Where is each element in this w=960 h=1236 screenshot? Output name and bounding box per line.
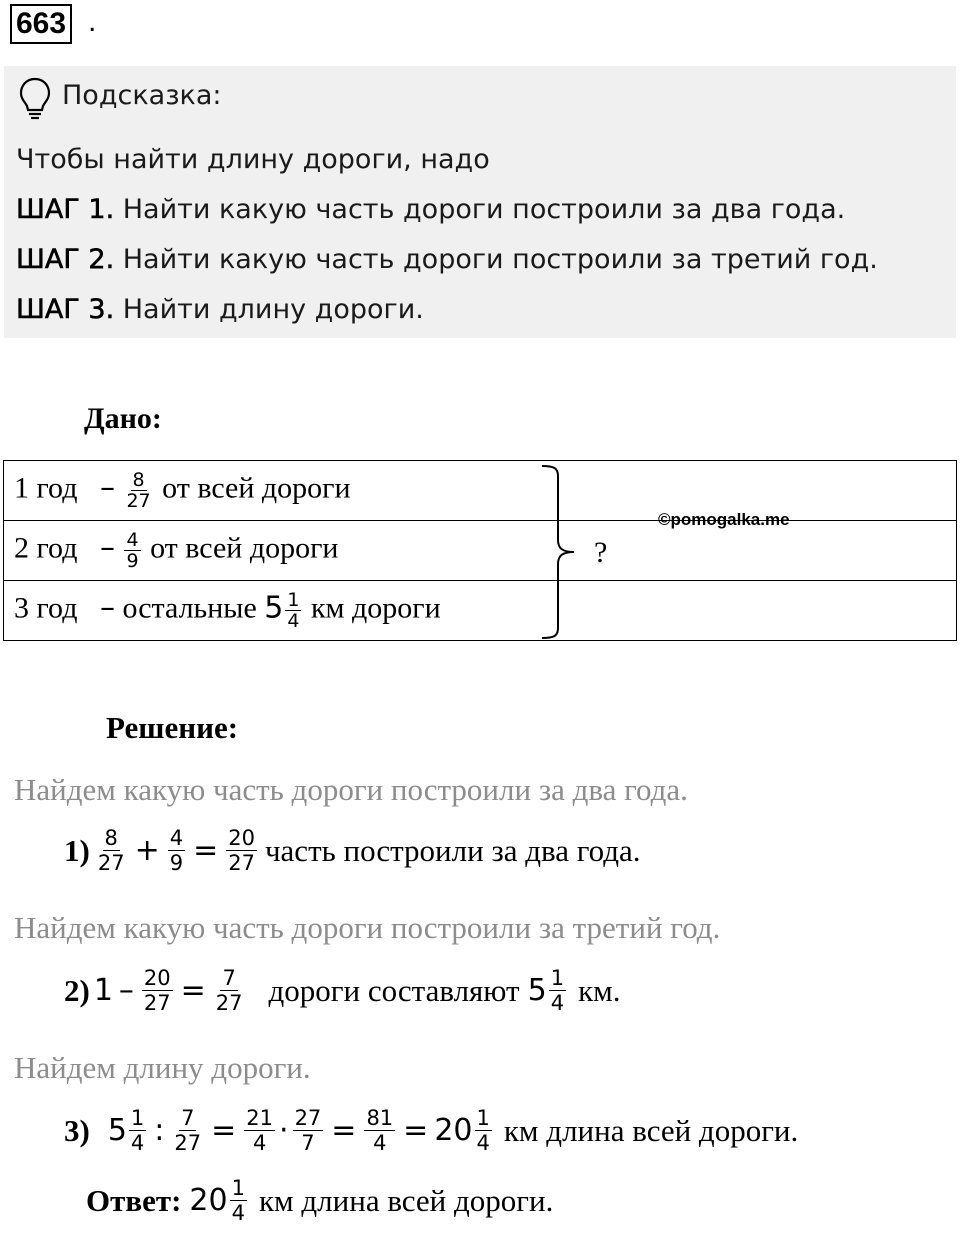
denominator: 4 xyxy=(130,1131,145,1155)
numerator: 4 xyxy=(169,826,184,850)
mixed-whole: 5 xyxy=(264,590,284,626)
numerator: 8 xyxy=(132,469,145,491)
denominator: 9 xyxy=(126,550,139,572)
step-text: км длина всей дороги. xyxy=(503,1112,799,1148)
fraction xyxy=(549,966,566,1015)
dash: – xyxy=(99,470,115,506)
fraction xyxy=(142,966,173,1015)
equals-sign: = xyxy=(331,1113,357,1148)
lightbulb-icon xyxy=(18,76,52,122)
solution-caption-2: Найдем какую часть дороги построили за третий год. xyxy=(14,910,721,945)
year-label: 2 год xyxy=(14,531,78,565)
equals-sign: = xyxy=(193,833,219,868)
step-label: 3) xyxy=(64,1112,90,1148)
given-title: Дано: xyxy=(84,402,162,435)
numerator: 1 xyxy=(287,589,300,611)
fraction xyxy=(96,826,127,875)
curly-brace-icon xyxy=(540,464,580,640)
fraction xyxy=(172,1106,203,1155)
equals-sign: = xyxy=(403,1113,429,1148)
watermark: ©pomogalka.me xyxy=(658,510,790,529)
unit-text: км. xyxy=(578,972,621,1008)
solution-step-1 xyxy=(64,826,641,875)
row-text: остальные xyxy=(122,591,257,625)
numerator: 4 xyxy=(126,529,139,551)
denominator: 9 xyxy=(169,851,184,875)
mixed-whole: 5 xyxy=(527,973,547,1008)
answer-text: км длина всей дороги. xyxy=(258,1182,554,1218)
step-text: часть построили за два года. xyxy=(264,832,641,868)
fraction xyxy=(293,1106,324,1155)
denominator: 4 xyxy=(476,1131,490,1155)
solution-step-3 xyxy=(64,1106,798,1155)
numerator: 81 xyxy=(366,1106,394,1130)
denominator: 4 xyxy=(231,1201,245,1225)
denominator: 27 xyxy=(174,1131,202,1155)
question-mark: ? xyxy=(594,536,608,569)
numerator: 21 xyxy=(246,1106,274,1130)
fraction xyxy=(285,590,301,631)
denominator: 27 xyxy=(215,991,243,1015)
hint-intro: Чтобы найти длину дороги, надо xyxy=(16,144,490,175)
denominator: 27 xyxy=(228,851,255,875)
fraction xyxy=(364,1106,395,1155)
denominator: 4 xyxy=(252,1131,267,1155)
solution-caption-1: Найдем какую часть дороги построили за два года. xyxy=(14,772,688,807)
hint-step-text: Найти какую часть дороги построили за третий год. xyxy=(114,244,878,275)
numerator: 20 xyxy=(228,826,255,850)
hint-step-label: ШАГ 3. xyxy=(16,294,115,325)
denominator: 4 xyxy=(373,1131,387,1155)
fraction xyxy=(230,1176,247,1225)
hint-step-1 xyxy=(16,194,845,225)
problem-number-dot: . xyxy=(88,5,97,38)
row-tail: км дороги xyxy=(310,591,441,625)
plus-sign: + xyxy=(134,833,160,868)
division-sign: : xyxy=(154,1113,165,1148)
given-cell xyxy=(4,461,560,521)
numerator: 1 xyxy=(130,1106,145,1130)
numerator: 7 xyxy=(222,966,236,990)
mixed-whole: 20 xyxy=(189,1183,228,1218)
multiply-sign: · xyxy=(279,1113,289,1148)
hint-step-label: ШАГ 2. xyxy=(16,244,115,275)
hint-step-label: ШАГ 1. xyxy=(16,194,115,225)
given-cell-right xyxy=(559,581,957,641)
hint-step-text: Найти длину дороги. xyxy=(114,294,424,325)
fraction xyxy=(124,470,152,511)
hint-box xyxy=(4,66,956,338)
fraction xyxy=(168,826,185,875)
one: 1 xyxy=(93,973,113,1008)
hint-title: Подсказка: xyxy=(62,80,222,111)
denominator: 4 xyxy=(550,991,565,1015)
solution-step-2 xyxy=(64,966,621,1015)
numerator: 1 xyxy=(550,966,565,990)
year-label: 3 год xyxy=(14,591,78,625)
step-label: 2) xyxy=(64,972,90,1008)
equals-sign: = xyxy=(180,973,206,1008)
fraction xyxy=(244,1106,275,1155)
given-row-1 xyxy=(4,461,957,521)
fraction xyxy=(214,966,245,1015)
denominator: 27 xyxy=(143,991,171,1015)
denominator: 4 xyxy=(287,610,300,632)
numerator: 20 xyxy=(143,966,171,990)
equals-sign: = xyxy=(211,1113,237,1148)
given-cell xyxy=(4,581,560,641)
numerator: 1 xyxy=(231,1176,245,1200)
step-text: дороги составляют xyxy=(268,972,520,1008)
solution-title: Решение: xyxy=(106,710,239,745)
row-text: от всей дороги xyxy=(150,531,339,565)
fraction xyxy=(124,530,140,571)
answer-label: Ответ: xyxy=(86,1182,182,1218)
problem-number: 663 xyxy=(10,4,72,44)
given-row-3 xyxy=(4,581,957,641)
row-text: от всей дороги xyxy=(162,471,351,505)
hint-step-3 xyxy=(16,294,424,325)
fraction xyxy=(475,1106,492,1155)
solution-caption-3: Найдем длину дороги. xyxy=(14,1050,311,1085)
answer-line xyxy=(86,1176,553,1225)
given-cell xyxy=(4,521,560,581)
numerator: 27 xyxy=(294,1106,322,1130)
minus-sign: – xyxy=(118,973,134,1008)
numerator: 1 xyxy=(476,1106,490,1130)
fraction xyxy=(226,826,257,875)
dash: – xyxy=(99,530,115,566)
dash: – xyxy=(99,590,115,626)
numerator: 7 xyxy=(181,1106,195,1130)
fraction xyxy=(129,1106,146,1155)
given-table xyxy=(3,460,957,641)
mixed-whole: 20 xyxy=(434,1113,473,1148)
step-label: 1) xyxy=(64,832,90,868)
denominator: 27 xyxy=(126,490,151,512)
hint-step-2 xyxy=(16,244,878,275)
mixed-whole: 5 xyxy=(107,1113,127,1148)
denominator: 27 xyxy=(97,851,125,875)
hint-step-text: Найти какую часть дороги построили за два года. xyxy=(114,194,846,225)
given-row-2 xyxy=(4,521,957,581)
numerator: 8 xyxy=(104,826,118,850)
denominator: 7 xyxy=(301,1131,315,1155)
year-label: 1 год xyxy=(14,471,78,505)
